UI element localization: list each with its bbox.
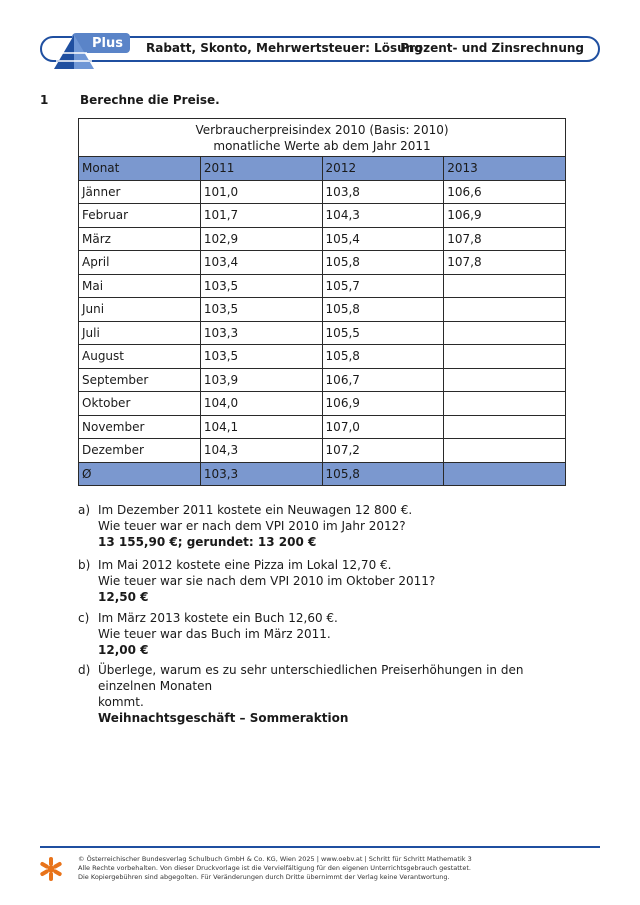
table-cell: 103,9 — [200, 368, 322, 392]
table-cell — [444, 368, 566, 392]
table-row — [79, 321, 566, 345]
table-row — [79, 251, 566, 275]
table-header-row — [79, 157, 566, 181]
table-cell: 107,0 — [322, 415, 444, 439]
table-cell: 101,0 — [200, 180, 322, 204]
table-cell: 104,3 — [200, 439, 322, 463]
table-cell: 107,8 — [444, 251, 566, 275]
table-cell: Dezember — [79, 439, 201, 463]
table-cell — [444, 274, 566, 298]
question-answer: 12,50 € — [98, 590, 149, 604]
footer-divider — [40, 846, 600, 848]
table-cell: September — [79, 368, 201, 392]
question-text: Im Mai 2012 kostete eine Pizza im Lokal 12,70 €. — [98, 558, 392, 572]
task-instruction: Berechne die Preise. — [80, 93, 220, 107]
vpi-table — [78, 118, 566, 486]
table-cell: 104,0 — [200, 392, 322, 416]
table-cell: 105,7 — [322, 274, 444, 298]
column-header: Monat — [79, 157, 201, 181]
table-cell: 103,3 — [200, 462, 322, 486]
table-caption — [79, 119, 566, 157]
table-cell — [444, 392, 566, 416]
table-cell — [444, 298, 566, 322]
question-label: d) — [78, 663, 91, 677]
question-answer: Weihnachtsgeschäft – Sommeraktion — [98, 711, 349, 725]
question-answer: 13 155,90 €; gerundet: 13 200 € — [98, 535, 317, 549]
table-cell: 102,9 — [200, 227, 322, 251]
table-cell: Juli — [79, 321, 201, 345]
question-label: b) — [78, 558, 91, 572]
question-text: Wie teuer war er nach dem VPI 2010 im Jahr 2012? — [98, 519, 406, 533]
question-text: Wie teuer war sie nach dem VPI 2010 im Oktober 2011? — [98, 574, 436, 588]
table-cell: Juni — [79, 298, 201, 322]
table-cell: November — [79, 415, 201, 439]
table-cell: 105,4 — [322, 227, 444, 251]
column-header: 2013 — [444, 157, 566, 181]
task-number: 1 — [40, 93, 49, 107]
table-cell: 106,9 — [444, 204, 566, 228]
table-row — [79, 439, 566, 463]
table-cell: 106,9 — [322, 392, 444, 416]
page-title: Rabatt, Skonto, Mehrwertsteuer: Lösung — [146, 41, 423, 55]
table-cell: 103,5 — [200, 298, 322, 322]
table-row — [79, 180, 566, 204]
table-cell: 107,2 — [322, 439, 444, 463]
table-row — [79, 345, 566, 369]
table-cell — [444, 462, 566, 486]
table-caption-line2: monatliche Werte ab dem Jahr 2011 — [213, 138, 431, 153]
table-cell: 107,8 — [444, 227, 566, 251]
table-row — [79, 392, 566, 416]
table-row — [79, 204, 566, 228]
table-cell: April — [79, 251, 201, 275]
table-cell: 105,8 — [322, 462, 444, 486]
column-header: 2011 — [200, 157, 322, 181]
table-cell: Jänner — [79, 180, 201, 204]
table-cell: März — [79, 227, 201, 251]
footer-copyright — [78, 855, 598, 882]
question-label: a) — [78, 503, 91, 517]
footer-line: Die Kopiergebühren sind abgegolten. Für Veränderungen durch Dritte übernimmt der Verlag keine Verantwortung. — [78, 873, 450, 881]
table-cell: 105,5 — [322, 321, 444, 345]
publisher-star-icon — [38, 856, 64, 882]
table-cell: 101,7 — [200, 204, 322, 228]
table-cell: Oktober — [79, 392, 201, 416]
table-cell: 104,3 — [322, 204, 444, 228]
question-text: Wie teuer war das Buch im März 2011. — [98, 627, 331, 641]
table-cell: Februar — [79, 204, 201, 228]
question-text: Im März 2013 kostete ein Buch 12,60 €. — [98, 611, 338, 625]
table-cell: 106,6 — [444, 180, 566, 204]
question-label: c) — [78, 611, 90, 625]
table-cell: 105,8 — [322, 298, 444, 322]
table-cell: 105,8 — [322, 251, 444, 275]
table-cell: Mai — [79, 274, 201, 298]
table-row — [79, 274, 566, 298]
table-cell — [444, 321, 566, 345]
table-cell: 104,1 — [200, 415, 322, 439]
table-cell — [444, 345, 566, 369]
table-average-row — [79, 462, 566, 486]
table-row — [79, 227, 566, 251]
table-cell: 106,7 — [322, 368, 444, 392]
table-row — [79, 368, 566, 392]
table-caption-line1: Verbraucherpreisindex 2010 (Basis: 2010) — [195, 122, 449, 137]
table-cell: 105,8 — [322, 345, 444, 369]
question-text: kommt. — [98, 695, 144, 709]
question-text: Im Dezember 2011 kostete ein Neuwagen 12 800 €. — [98, 503, 413, 517]
question-answer: 12,00 € — [98, 643, 149, 657]
table-cell — [444, 439, 566, 463]
table-cell: 103,5 — [200, 345, 322, 369]
question-text: Überlege, warum es zu sehr unterschiedlichen Preiserhöhungen in den einzelnen Monaten — [98, 663, 524, 693]
footer-line: © Österreichischer Bundesverlag Schulbuch GmbH & Co. KG, Wien 2025 | www.oebv.at | Schritt für Schritt Mathematik 3 — [78, 855, 472, 863]
table-row — [79, 298, 566, 322]
footer-line: Alle Rechte vorbehalten. Von dieser Druckvorlage ist die Vervielfältigung für den eigenen Unterrichtsgebrauch gestattet. — [78, 864, 471, 872]
table-cell — [444, 415, 566, 439]
column-header: 2012 — [322, 157, 444, 181]
table-cell: Ø — [79, 462, 201, 486]
table-cell: 103,8 — [322, 180, 444, 204]
table-cell: 103,3 — [200, 321, 322, 345]
subject-title: Prozent- und Zinsrechnung — [400, 41, 584, 55]
table-row — [79, 415, 566, 439]
table-cell: 103,5 — [200, 274, 322, 298]
logo-label: Plus — [92, 36, 123, 51]
table-cell: 103,4 — [200, 251, 322, 275]
table-cell: August — [79, 345, 201, 369]
